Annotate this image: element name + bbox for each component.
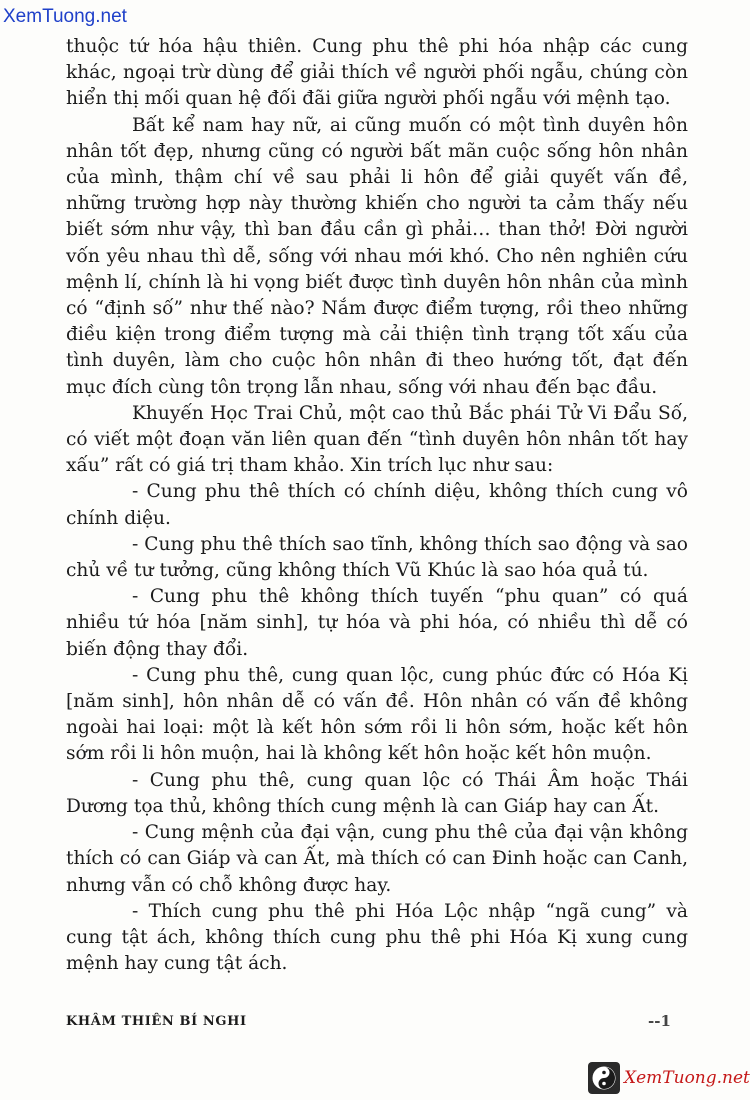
paragraph: Khuyến Học Trai Chủ, một cao thủ Bắc phái Tử Vi Đẩu Số, có viết một đoạn văn liên quan đến “tình duyên hôn nhân tốt hay xấu” rất có giá trị tham khảo. Xin trích lục như sau: (66, 402, 688, 477)
page-text (66, 34, 688, 977)
brand-name: XemTuong.net (624, 1068, 750, 1088)
running-footer-title: KHÂM THIÊN BÍ NGHI (66, 1014, 247, 1029)
list-item: - Cung phu thê, cung quan lộc có Thái Âm hoặc Thái Dương tọa thủ, không thích cung mệnh là can Giáp hay can Ất. (66, 769, 688, 817)
list-item: - Cung phu thê thích sao tĩnh, không thích sao động và sao chủ về tư tưởng, cũng không thích Vũ Khúc là sao hóa quả tú. (66, 533, 688, 582)
list-item: - Cung phu thê thích có chính diệu, không thích cung vô chính diệu. (66, 481, 688, 529)
paragraph: Bất kể nam hay nữ, ai cũng muốn có một tình duyên hôn nhân tốt đẹp, nhưng cũng có người bất mãn cuộc sống hôn nhân của mình, thậm chí về sau phải li hôn để giải quyết vấn đề, những trường hợp này thường khiến cho người ta cảm thấy nếu biết sớm như vậy, thì ban đầu cần gì phải… than thở! Đời người vốn yêu nhau thì dễ, sống với nhau mới khó. Cho nên nghiên cứu mệnh lí, chính là hi vọng biết được tình duyên hôn nhân của mình có “định số” như thế nào? Nắm được điểm tượng, rồi theo những điều kiện trong điểm tượng mà cải thiện tình trạng tốt xấu của tình duyên, làm cho cuộc hôn nhân đi theo hướng tốt, đạt đến mục đích cùng tôn trọng lẫn nhau, sống với nhau đến bạc đầu. (66, 114, 688, 398)
list-item: - Cung phu thê, cung quan lộc, cung phúc đức có Hóa Kị [năm sinh], hôn nhân dễ có vấn đề. Hôn nhân có vấn đề không ngoài hai loại: một là kết hôn sớm rồi li hôn sớm, hoặc kết hôn sớm rồi li hôn muộn, hai là không kết hôn hoặc kết hôn muộn. (66, 664, 688, 765)
list-item: - Thích cung phu thê phi Hóa Lộc nhập “ngã cung” và cung tật ách, không thích cung phu thê phi Hóa Kị xung cung mệnh hay cung tật ách. (66, 900, 688, 975)
page-number: --1 (648, 1012, 671, 1030)
list-item: - Cung phu thê không thích tuyến “phu quan” có quá nhiều tứ hóa [năm sinh], tự hóa và phi hóa, có nhiều thì dễ có biến động thay đổi. (66, 586, 688, 660)
yin-yang-icon (588, 1062, 620, 1094)
watermark-link[interactable]: XemTuong.net (3, 6, 127, 27)
brand-logo[interactable] (588, 1062, 750, 1094)
paragraph: thuộc tứ hóa hậu thiên. Cung phu thê phi hóa nhập các cung khác, ngoại trừ dùng để giải thích về người phối ngẫu, chúng còn hiển thị mối quan hệ đối đãi giữa người phối ngẫu với mệnh tạo. (66, 36, 688, 110)
list-item: - Cung mệnh của đại vận, cung phu thê của đại vận không thích có can Giáp và can Ất, mà thích có can Đinh hoặc can Canh, nhưng vẫn có chỗ không được hay. (66, 822, 688, 896)
